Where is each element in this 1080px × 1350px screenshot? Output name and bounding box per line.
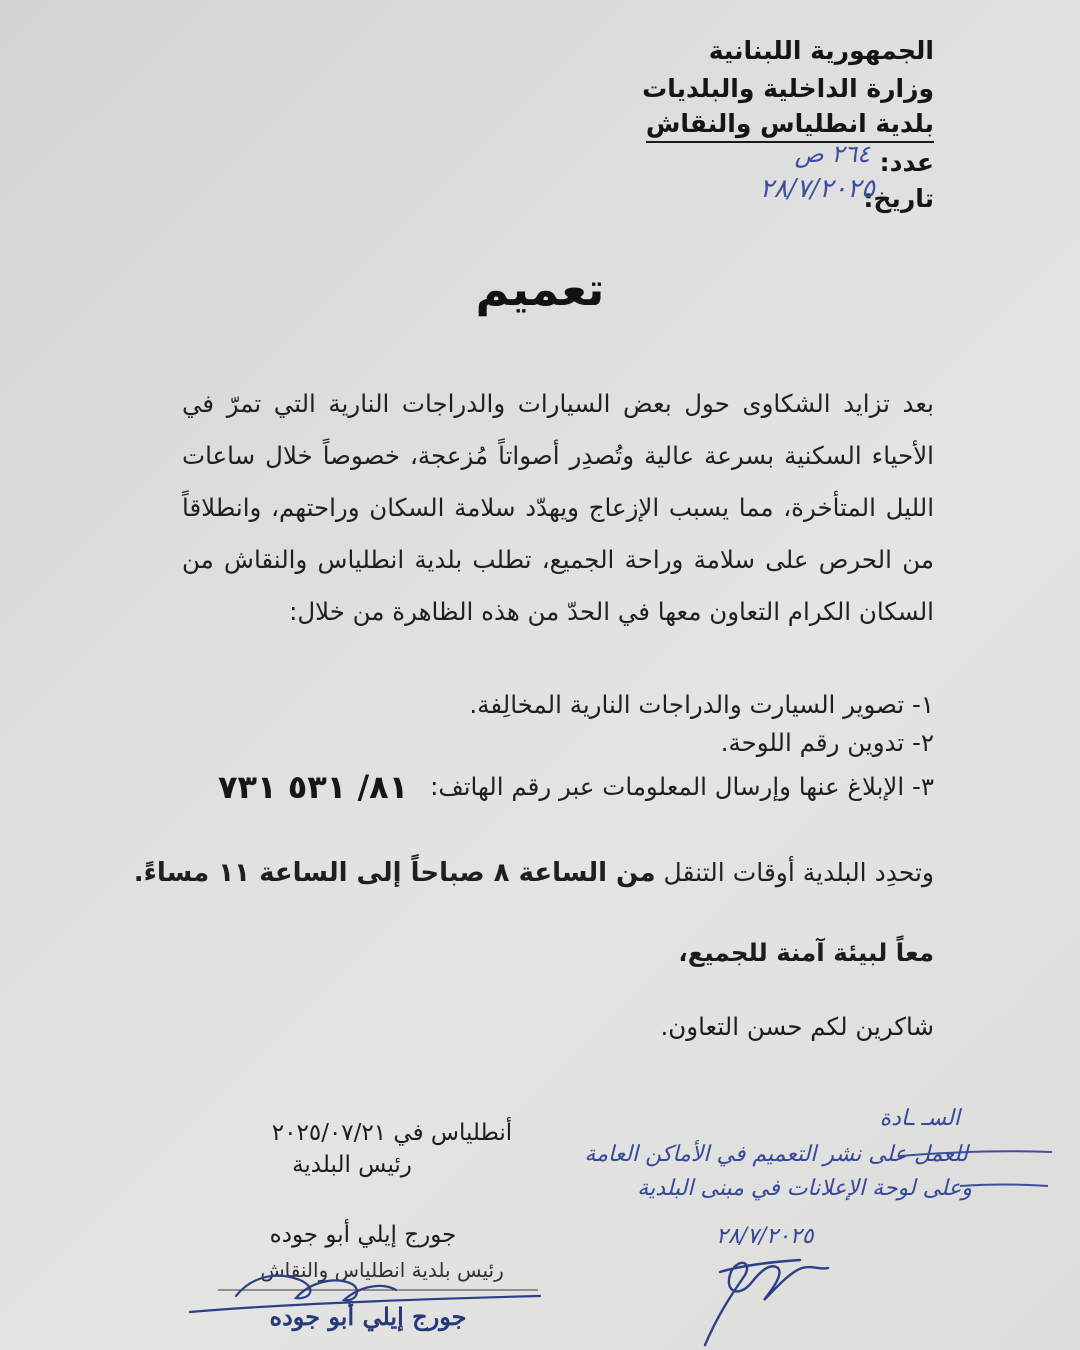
handwritten-note-line2: وعلى لوحة الإعلانات في مبنى البلدية — [637, 1176, 972, 1201]
handwritten-note-date: ٢٨/٧/٢٠٢٥ — [716, 1224, 814, 1249]
signature-name: جورج إيلي أبو جوده — [269, 1222, 457, 1248]
hours-prefix: وتحدِد البلدية أوقات التنقل — [663, 858, 934, 887]
phone-number: ٨١/ ٥٣١ ٧٣١ — [218, 768, 409, 806]
handwritten-note-line1: للعمل على نشر التعميم في الأماكن العامة — [584, 1142, 968, 1167]
header-country: الجمهورية اللبنانية — [708, 36, 934, 65]
header-date-label: تاريخ: — [863, 184, 934, 213]
list-item-photograph: ١- تصوير السيارت والدراجات النارية المخالِفة. — [469, 690, 934, 719]
document-title: تعميم — [475, 262, 605, 316]
header-date-value: ٢٨/٧/٢٠٢٥ — [759, 174, 875, 204]
header-municipality: بلدية انطلياس والنقاش — [646, 108, 934, 143]
handwritten-note-salutation: السـ ـادة — [879, 1106, 960, 1131]
signature-title: رئيس البلدية — [292, 1152, 412, 1178]
header-number-value: ٢٦٤ ص — [794, 140, 870, 168]
hours-bold: من الساعة ٨ صباحاً إلى الساعة ١١ مساءً. — [133, 858, 656, 888]
body-paragraph: بعد تزايد الشكاوى حول بعض السيارات والدراجات النارية التي تمرّ في الأحياء السكنية بسرعة عالية وتُصدِر أصواتاً مُزعجة، خصوصاً خلال ساعات الليل المتأخرة، مما يسبب الإزعاج ويهدّد سلامة السكان وراحتهم، وانطلاقاً من الحرص على سلامة وراحة الجميع، تطلب بلدية انطلياس والنقاش من السكان الكرام التعاون معها في الحدّ من هذه الظاهرة من خلال: — [182, 389, 934, 626]
list-item-report: ٣- الإبلاغ عنها وإرسال المعلومات عبر رقم الهاتف: — [430, 772, 934, 801]
stamp-name: جورج إيلي أبو جوده — [269, 1302, 467, 1331]
note-underline2-icon — [960, 1185, 1048, 1187]
list-item-plate: ٢- تدوين رقم اللوحة. — [720, 728, 934, 757]
signature-place-date: أنطلياس في ٢٠٢٥/٠٧/٢١ — [271, 1120, 513, 1146]
header-ministry: وزارة الداخلية والبلديات — [642, 74, 934, 103]
closing-thanks: شاكرين لكم حسن التعاون. — [660, 1012, 934, 1041]
closing-safe-environment: معاً لبيئة آمنة للجميع، — [678, 938, 934, 967]
stamp-title: رئيس بلدية انطلياس والنقاش — [260, 1258, 504, 1282]
header-number-label: عدد: — [879, 148, 934, 177]
hours-line — [134, 858, 934, 888]
handwritten-signature-right-icon — [705, 1260, 828, 1345]
